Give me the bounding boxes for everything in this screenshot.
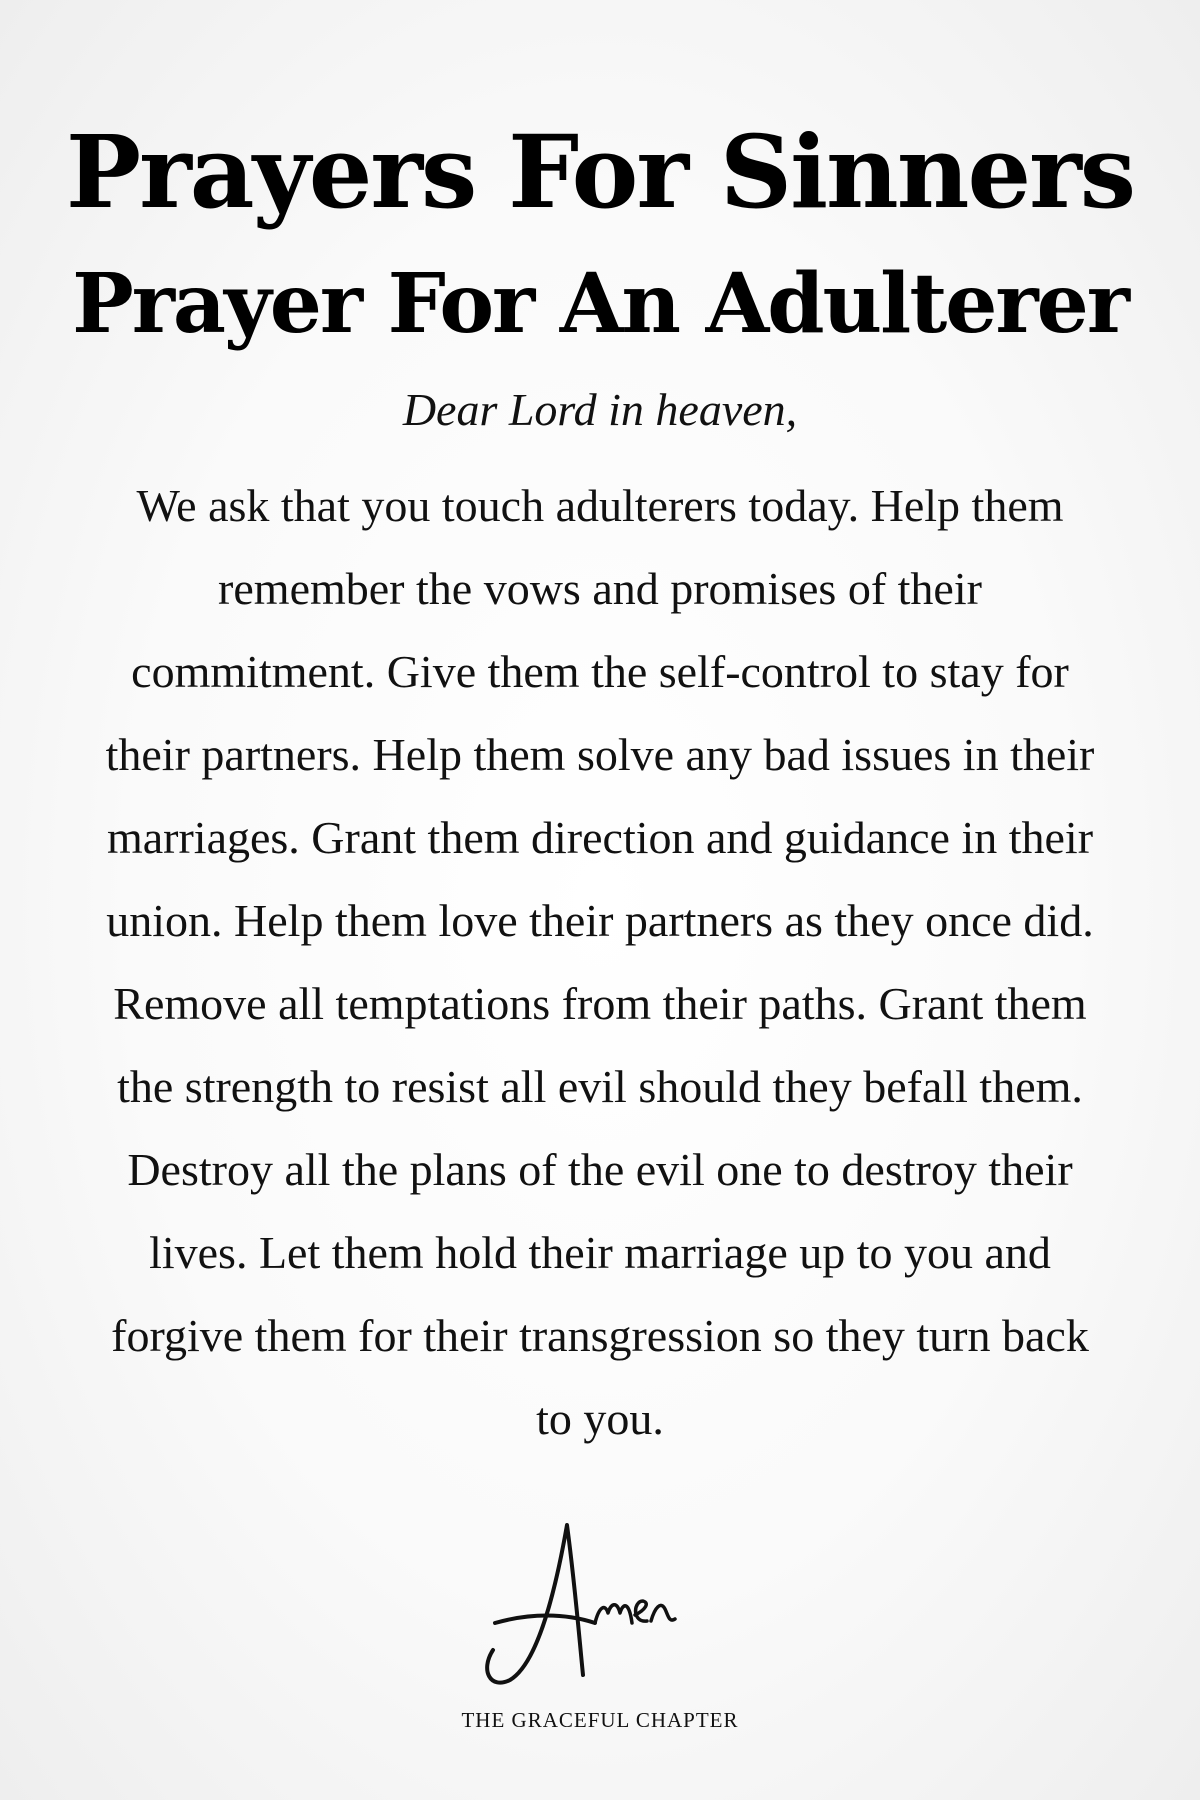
amen-script-icon	[475, 1515, 745, 1695]
page-title: Prayers For Sinners	[65, 113, 1135, 231]
prayer-body: We ask that you touch adulterers today. Help them remember the vows and promises of their commitment. Give them the self-control to stay for their partners. Help them solve any bad issues in their marriages. Grant them direction and guidance in their union. Help them love their partners as they once did. Remove all temptations from their paths. Grant them the strength to resist all evil should they befall them. Destroy all the plans of the evil one to destroy their lives. Let them hold their marriage up to you and forgive them for their transgression so they turn back to you.	[105, 480, 1095, 1444]
prayer-title: Prayer For An Adulterer	[72, 256, 1128, 352]
brand-footer: THE GRACEFUL CHAPTER	[461, 1708, 739, 1732]
salutation: Dear Lord in heaven,	[402, 384, 798, 435]
amen-signature	[475, 1515, 745, 1695]
